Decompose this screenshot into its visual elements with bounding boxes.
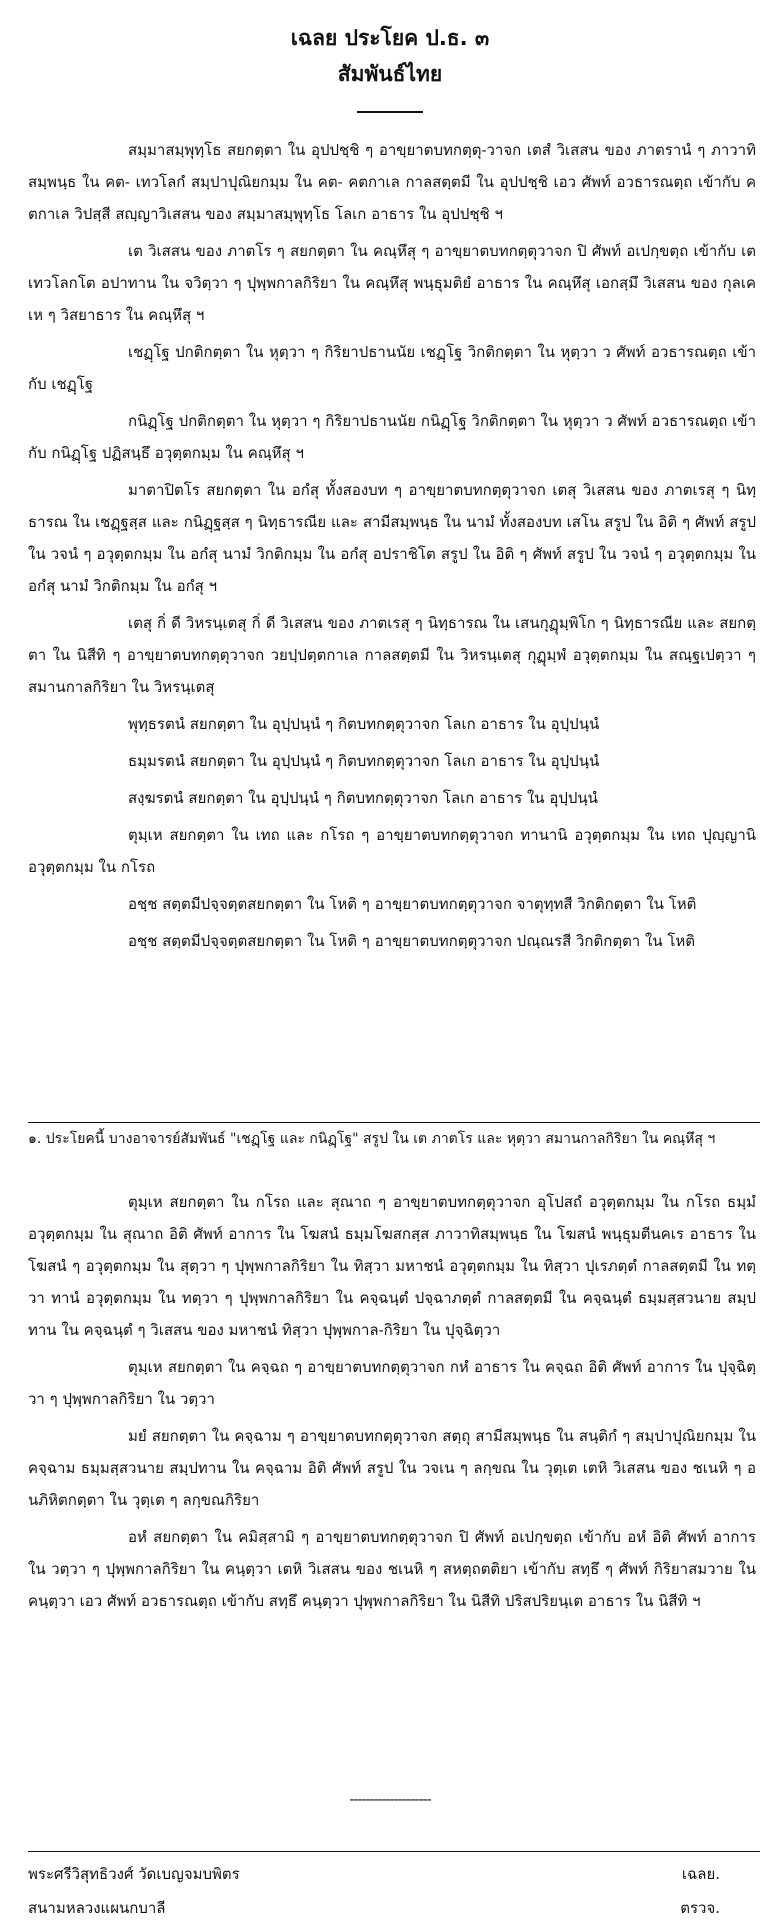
- answer-section-1: [28, 134, 756, 962]
- office-role: ตรวจ.: [680, 1899, 720, 1917]
- title-divider: [357, 111, 423, 113]
- paragraph: พุทฺธรตนํ สยกตฺตา ใน อุปฺปนฺนํ ๆ กิตบทกตฺตุวาจก โลเก อาธาร ใน อุปฺปนฺนํ: [128, 715, 600, 733]
- paragraph: ตุมฺเห สยกตฺตา ใน กโรถ และ สุณาถ ๆ อาขฺยาตบทกตฺตุวาจก อุโปสถํ อวุตฺตกมฺม ใน กโรถ ธมฺมํ อวุตฺตกมฺม ใน สุณาถ อิติ ศัพท์ อาการ ใน โฆสนํ ธมฺมโฆสกสฺส ภาวาทิสมฺพนฺธ ใน โฆสนํ พนฺธุมตีนคเร อาธาร ใน โฆสนํ ๆ อวุตฺตกมฺม ใน สุตฺวา ๆ ปุพฺพกาลกิริยา ใน ทิสฺวา มหาชนํ อวุตฺตกมฺม ใน ทิสฺวา ปุเรภตฺตํ กาลสตฺตมี ใน ทตฺวา ทานํ อวุตฺตกมฺม ใน ทตฺวา ๆ ปุพฺพกาลกิริยา ใน คจฺฉนฺตํ ปจฺฉาภตฺตํ กาลสตฺตมี ใน คจฺฉนฺตํ ธมฺมสฺสวนาย สมฺปทาน ใน คจฺฉนฺตํ ๆ วิเสสน ของ มหาชนํ ทิสฺวา ปุพฺพกาล-กิริยา ใน ปุจฺฉิตฺวา: [28, 1193, 756, 1339]
- paragraph: อชฺช สตฺตมีปจฺจตฺตสยกตฺตา ใน โหติ ๆ อาขฺยาตบทกตฺตุวาจก ปณฺณรสี วิกติกตฺตา ใน โหติ: [128, 932, 696, 950]
- document-subtitle: สัมพันธ์ไทย: [337, 62, 443, 86]
- footer-divider: [28, 1851, 760, 1852]
- paragraph: ตุมฺเห สยกตฺตา ใน เทถ และ กโรถ ๆ อาขฺยาตบทกตฺตุวาจก ทานานิ อวุตฺตกมฺม ใน เทถ ปุญฺญานิ อวุตฺตกมฺม ใน กโรถ: [28, 826, 756, 876]
- paragraph: สงฺฆรตนํ สยกตฺตา ใน อุปฺปนฺนํ ๆ กิตบทกตฺตุวาจก โลเก อาธาร ใน อุปฺปนฺนํ: [128, 789, 598, 807]
- author-name: พระศรีวิสุทธิวงศ์ วัดเบญจมบพิตร: [28, 1865, 240, 1883]
- paragraph: มาตาปิตโร สยกตฺตา ใน อกํสุ ทั้งสองบท ๆ อาขฺยาตบทกตฺตุวาจก เตสุ วิเสสน ของ ภาตเรสุ ๆ นิทฺธารณ ใน เชฏฺฐสฺส และ กนิฏฺฐสฺส ๆ นิทฺธารณีย และ สามีสมฺพนฺธ ใน นามํ ทั้งสองบท เสโน สรูป ใน อิติ ๆ ศัพท์ สรูป ใน วจนํ ๆ อวุตฺตกมฺม ใน อกํสุ นามํ วิกติกมฺม ใน อกํสุ อปราชิโต สรูป ใน อิติ ๆ ศัพท์ สรูป ใน วจนํ ๆ อวุตฺตกมฺม ใน อกํสุ นามํ วิกติกมฺม ใน อกํสุ ฯ: [28, 481, 756, 595]
- paragraph: มยํ สยกตฺตา ใน คจฺฉาม ๆ อาขฺยาตบทกตฺตุวาจก สตฺถุ สามีสมฺพนฺธ ใน สนฺติกํ ๆ สมฺปาปุณิยกมฺม ใน คจฺฉาม ธมฺมสฺสวนาย สมฺปทาน ใน คจฺฉาม อิติ ศัพท์ สรูป ใน วจเน ๆ ลกฺขณ ใน วุตฺเต เตหิ วิเสสน ของ ชเนหิ ๆ อนภิหิตกตฺตา ใน วุตฺเต ๆ ลกฺขณกิริยา: [28, 1427, 756, 1509]
- paragraph: เชฏฺโฐ ปกติกตฺตา ใน หุตฺวา ๆ กิริยาปธานนัย เชฏฺโฐ วิกติกตฺตา ใน หุตฺวา ว ศัพท์ อวธารณตฺถ เข้ากับ เชฏฺโฐ: [28, 343, 756, 393]
- document-title: เฉลย ประโยค ป.ธ. ๓: [290, 26, 490, 50]
- paragraph: กนิฏฺโฐ ปกติกตฺตา ใน หุตฺวา ๆ กิริยาปธานนัย กนิฏฺโฐ วิกติกตฺตา ใน หุตฺวา ว ศัพท์ อวธารณตฺถ เข้ากับ กนิฏฺโฐ ปฏิสนฺธึ อวุตฺตกมฺม ใน คณฺหึสุ ฯ: [28, 412, 756, 462]
- paragraph: อหํ สยกตฺตา ใน คมิสฺสามิ ๆ อาขฺยาตบทกตฺตุวาจก ปิ ศัพท์ อเปกฺขตฺถ เข้ากับ อหํ อิติ ศัพท์ อาการ ใน วตฺวา ๆ ปุพฺพกาลกิริยา ใน คนฺตฺวา เตหิ วิเสสน ของ ชเนหิ ๆ สหตฺถตติยา เข้ากับ สทฺธึ ๆ ศัพท์ กิริยาสมวาย ใน คนฺตฺวา เอว ศัพท์ อวธารณตฺถ เข้ากับ สทฺธึ คนฺตฺวา ปุพฺพกาลกิริยา ใน นิสีทิ ปริสปริยนฺเต อาธาร ใน นิสีทิ ฯ: [28, 1528, 756, 1610]
- footnote-divider: [28, 1122, 760, 1123]
- paragraph: ตุมฺเห สยกตฺตา ใน คจฺฉถ ๆ อาขฺยาตบทกตฺตุวาจก กหํ อาธาร ใน คจฺฉถ อิติ ศัพท์ อาการ ใน ปุจฺฉิตฺวา ๆ ปุพฺพกาลกิริยา ใน วตฺวา: [28, 1358, 756, 1408]
- answer-section-2: [28, 1186, 756, 1622]
- office-name: สนามหลวงแผนกบาลี: [28, 1899, 166, 1917]
- author-role: เฉลย.: [681, 1865, 720, 1883]
- footnote: ๑. ประโยคนี้ บางอาจารย์สัมพันธ์ "เชฏฺโฐ และ กนิฏฺโฐ" สรูป ใน เต ภาตโร และ หุตฺวา สมานกาลกิริยา ใน คณฺหึสุ ฯ: [28, 1131, 716, 1147]
- paragraph: เตสุ กิํ ดี วิหรนฺเตสุ กิํ ดี วิเสสน ของ ภาตเรสุ ๆ นิทฺธารณ ใน เสนกุฏุมฺพิโก ๆ นิทฺธารณีย และ สยกตฺตา ใน นิสีทิ ๆ อาขฺยาตบทกตฺตุวาจก วยปฺปตฺตกาเล กาลสตฺตมี ใน วิหรนฺเตสุ กุฏุมฺพํ อวุตฺตกมฺม ใน สณฺฐเปตฺวา ๆ สมานกาลกิริยา ใน วิหรนฺเตสุ: [28, 614, 756, 696]
- end-separator: --------------------: [349, 1790, 431, 1808]
- paragraph: ธมฺมรตนํ สยกตฺตา ใน อุปฺปนฺนํ ๆ กิตบทกตฺตุวาจก โลเก อาธาร ใน อุปฺปนฺนํ: [128, 752, 600, 770]
- paragraph: เต วิเสสน ของ ภาตโร ๆ สยกตฺตา ใน คณฺหึสุ ๆ อาขฺยาตบทกตฺตุวาจก ปิ ศัพท์ อเปกฺขตฺถ เข้ากับ เต เทวโลกโต อปาทาน ใน จวิตฺวา ๆ ปุพฺพกาลกิริยา ใน คณฺหึสุ พนฺธุมติยํ อาธาร ใน คณฺหึสุ เอกสฺมึ วิเสสน ของ กุลเคเห ๆ วิสยาธาร ใน คณฺหึสุ ฯ: [28, 242, 756, 324]
- paragraph: อชฺช สตฺตมีปจฺจตฺตสยกตฺตา ใน โหติ ๆ อาขฺยาตบทกตฺตุวาจก จาตุทฺทสี วิกติกตฺตา ใน โหติ: [128, 895, 697, 913]
- paragraph: สมฺมาสมฺพุทฺโธ สยกตฺตา ใน อุปปชฺชิ ๆ อาขฺยาตบทกตฺตุ-วาจก เตสํ วิเสสน ของ ภาตรานํ ๆ ภาวาทิสมฺพนฺธ ใน คต- เทวโลกํ สมฺปาปุณิยกมฺม ใน คต- คตกาเล กาลสตฺตมี ใน อุปปชฺชิ เอว ศัพท์ อวธารณตฺถ เข้ากับ คตกาเล วิปสฺสี สญฺญาวิเสสน ของ สมฺมาสมฺพุทฺโธ โลเก อาธาร ใน อุปปชฺชิ ฯ: [28, 141, 756, 223]
